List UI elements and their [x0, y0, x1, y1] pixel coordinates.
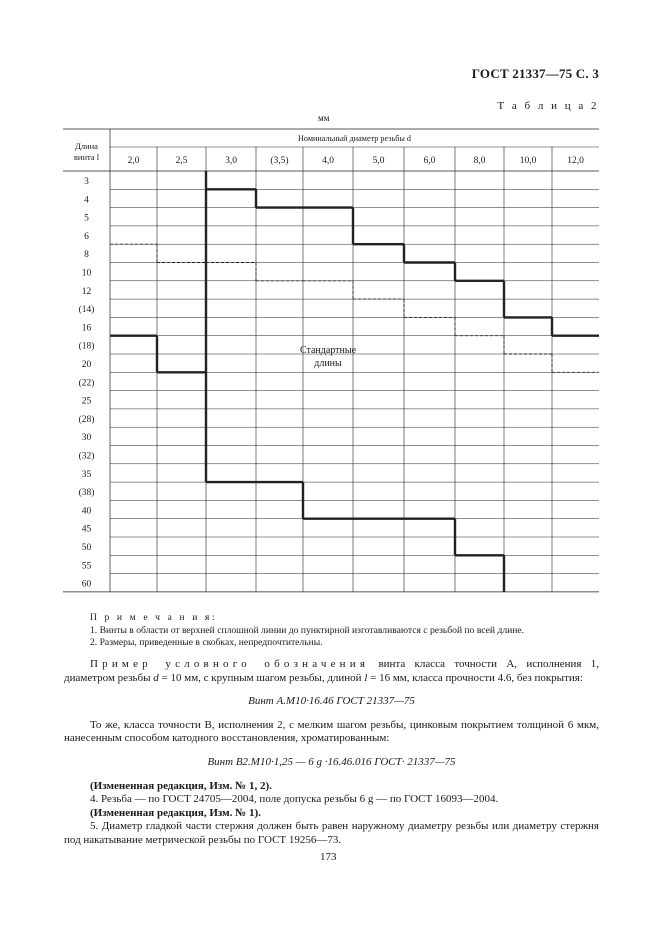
item-4: 4. Резьба — по ГОСТ 24705—2004, поле допуска резьбы 6 g — по ГОСТ 16093—2004. — [90, 793, 499, 806]
length-label: 60 — [81, 579, 92, 590]
length-label: (22) — [78, 378, 95, 389]
length-label: 10 — [81, 268, 92, 279]
standard-lengths-label-1: Стандартные — [299, 345, 357, 356]
length-label: (14) — [78, 305, 95, 316]
page-number: 173 — [320, 851, 337, 863]
designation-formula-2: Винт В2.М10·1,25 — 6 g ·16.46.016 ГОСТ· 21337—75 — [207, 755, 456, 768]
paragraph-2: То же, класса точности В, исполнения 2, с мелким шагом резьбы, цинковым покрытием толщиной 6 мкм, нанесенным способом катодного восстановления, хроматированным: — [64, 718, 599, 745]
example-label: Пример условного обозначения — [90, 658, 370, 670]
length-label: 40 — [81, 506, 92, 517]
length-label: 4 — [84, 195, 89, 206]
diameter-header: 5,0 — [372, 156, 385, 166]
length-label: 55 — [81, 561, 92, 572]
standard-lengths-label-2: длины — [314, 358, 342, 369]
standard-header: ГОСТ 21337—75 С. 3 — [471, 66, 599, 81]
diameter-header: 6,0 — [423, 156, 436, 166]
d-symbol: d — [153, 671, 159, 684]
length-label: (18) — [78, 341, 95, 352]
length-label: 16 — [81, 323, 92, 334]
note-item-2: 2. Размеры, приведенные в скобках, непредпочтительны. — [90, 637, 323, 648]
row-header-line-1: Длина — [75, 141, 98, 151]
length-label: 3 — [84, 177, 89, 187]
diameter-header: 12,0 — [567, 156, 584, 166]
length-label: (38) — [78, 488, 95, 499]
diameter-header: 4,0 — [322, 156, 334, 166]
length-label: 5 — [84, 213, 89, 224]
amendment-note-2: (Измененная редакция, Изм. № 1). — [90, 806, 261, 819]
diameter-header: 2,0 — [127, 156, 140, 166]
length-label: (28) — [78, 414, 95, 425]
diameter-header: 3,0 — [225, 156, 237, 166]
length-label: (32) — [78, 451, 95, 462]
diameter-header: 8,0 — [473, 156, 486, 166]
notes-block — [90, 612, 610, 650]
length-label: 45 — [81, 524, 92, 535]
diameter-header: 10,0 — [519, 156, 537, 166]
amendment-note-1: (Измененная редакция, Изм. № 1, 2). — [90, 779, 272, 792]
example-text-3: = 16 мм, класса прочности 4.6, без покрытия: — [367, 671, 583, 684]
length-label: 35 — [81, 469, 92, 480]
item-5: 5. Диаметр гладкой части стержня должен быть равен наружному диаметру резьбы или диаметру стержня под накатывание метрической резьбы по ГОСТ 19256—73. — [64, 820, 599, 846]
diameter-header: 2,5 — [175, 156, 188, 166]
length-label: 25 — [81, 396, 92, 407]
length-label: 12 — [81, 286, 92, 297]
body-text — [64, 658, 599, 848]
diameter-header: (3,5) — [270, 156, 289, 166]
table-label: Т а б л и ц а 2 — [497, 100, 599, 112]
note-item-1: 1. Винты в области от верхней сплошной линии до пунктирной изготавливаются с резьбой по всей длине. — [90, 624, 525, 636]
notes-title: П р и м е ч а н и я: — [90, 612, 218, 623]
l-symbol: l — [364, 671, 368, 684]
units-label: мм — [318, 113, 330, 123]
length-label: 8 — [84, 250, 89, 261]
length-label: 50 — [81, 543, 92, 553]
row-header-line-2: винта l — [73, 152, 100, 162]
designation-formula-1: Винт А.М10·16.46 ГОСТ 21337—75 — [248, 695, 415, 708]
example-text-1: винта класса точности А, исполнения 1, диаметром резьбы — [64, 658, 600, 684]
length-label: 20 — [81, 360, 92, 370]
length-label: 6 — [84, 231, 89, 242]
diameter-group-header: Номинальный диаметр резьбы d — [297, 134, 412, 143]
example-paragraph — [64, 658, 599, 685]
length-label: 30 — [81, 433, 92, 444]
example-text-2: = 10 мм, с крупным шагом резьбы, длиной — [158, 671, 365, 684]
